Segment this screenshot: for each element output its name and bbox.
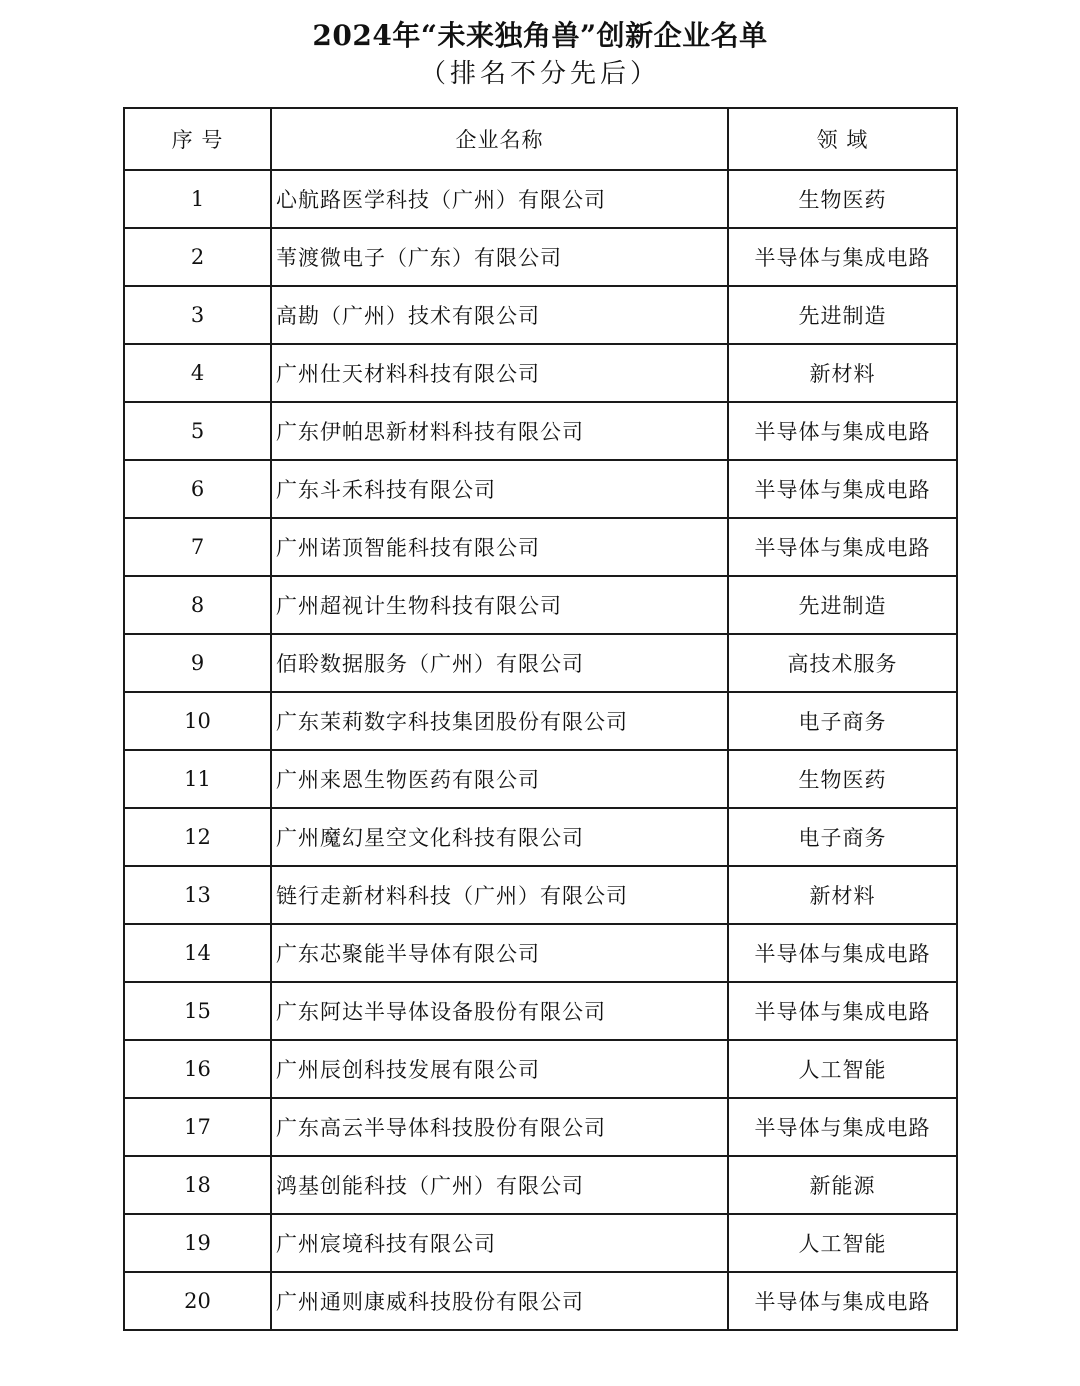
table-header: [124, 108, 957, 170]
field-cell: 生物医药: [728, 750, 957, 808]
company-name-cell: 广州辰创科技发展有限公司: [271, 1040, 728, 1098]
field-cell: 人工智能: [728, 1214, 957, 1272]
serial-number-cell: 19: [124, 1214, 271, 1272]
serial-number-cell: 1: [124, 170, 271, 228]
table-row: [124, 460, 957, 518]
header-row: [124, 108, 957, 170]
serial-number-cell: 20: [124, 1272, 271, 1330]
company-name-cell: 佰聆数据服务（广州）有限公司: [271, 634, 728, 692]
serial-number-cell: 2: [124, 228, 271, 286]
field-cell: 半导体与集成电路: [728, 460, 957, 518]
company-name-cell: 广州仕天材料科技有限公司: [271, 344, 728, 402]
serial-number-cell: 8: [124, 576, 271, 634]
table-row: [124, 228, 957, 286]
table-row: [124, 750, 957, 808]
serial-number-cell: 11: [124, 750, 271, 808]
field-cell: 半导体与集成电路: [728, 1272, 957, 1330]
serial-number-cell: 13: [124, 866, 271, 924]
field-cell: 半导体与集成电路: [728, 924, 957, 982]
company-table: [123, 107, 958, 1331]
field-cell: 电子商务: [728, 808, 957, 866]
field-cell: 先进制造: [728, 576, 957, 634]
table-row: [124, 924, 957, 982]
company-name-cell: 广东阿达半导体设备股份有限公司: [271, 982, 728, 1040]
field-cell: 半导体与集成电路: [728, 518, 957, 576]
header-company-name: 企业名称: [271, 108, 728, 170]
field-cell: 半导体与集成电路: [728, 228, 957, 286]
table-row: [124, 808, 957, 866]
company-name-cell: 广州通则康威科技股份有限公司: [271, 1272, 728, 1330]
field-cell: 半导体与集成电路: [728, 402, 957, 460]
serial-number-cell: 15: [124, 982, 271, 1040]
header-field: 领 域: [728, 108, 957, 170]
table-row: [124, 286, 957, 344]
page-subtitle: （排名不分先后）: [419, 59, 660, 89]
table-row: [124, 634, 957, 692]
table-row: [124, 576, 957, 634]
company-name-cell: 链行走新材料科技（广州）有限公司: [271, 866, 728, 924]
field-cell: 半导体与集成电路: [728, 1098, 957, 1156]
field-cell: 新能源: [728, 1156, 957, 1214]
serial-number-cell: 16: [124, 1040, 271, 1098]
serial-number-cell: 12: [124, 808, 271, 866]
company-name-cell: 广州宸境科技有限公司: [271, 1214, 728, 1272]
table-row: [124, 344, 957, 402]
table-row: [124, 866, 957, 924]
company-name-cell: 广州诺顶智能科技有限公司: [271, 518, 728, 576]
field-cell: 新材料: [728, 866, 957, 924]
field-cell: 半导体与集成电路: [728, 982, 957, 1040]
header-serial-number: 序 号: [124, 108, 271, 170]
table-row: [124, 1214, 957, 1272]
serial-number-cell: 7: [124, 518, 271, 576]
table-row: [124, 1272, 957, 1330]
serial-number-cell: 14: [124, 924, 271, 982]
company-name-cell: 广州超视计生物科技有限公司: [271, 576, 728, 634]
table-body: [124, 170, 957, 1330]
field-cell: 人工智能: [728, 1040, 957, 1098]
serial-number-cell: 5: [124, 402, 271, 460]
company-name-cell: 苇渡微电子（广东）有限公司: [271, 228, 728, 286]
company-name-cell: 广东芯聚能半导体有限公司: [271, 924, 728, 982]
field-cell: 先进制造: [728, 286, 957, 344]
company-name-cell: 广东高云半导体科技股份有限公司: [271, 1098, 728, 1156]
company-name-cell: 广东斗禾科技有限公司: [271, 460, 728, 518]
serial-number-cell: 6: [124, 460, 271, 518]
field-cell: 生物医药: [728, 170, 957, 228]
table-row: [124, 1156, 957, 1214]
company-name-cell: 鸿基创能科技（广州）有限公司: [271, 1156, 728, 1214]
table-row: [124, 982, 957, 1040]
company-name-cell: 广州魔幻星空文化科技有限公司: [271, 808, 728, 866]
serial-number-cell: 17: [124, 1098, 271, 1156]
table-row: [124, 518, 957, 576]
company-name-cell: 广东茉莉数字科技集团股份有限公司: [271, 692, 728, 750]
serial-number-cell: 3: [124, 286, 271, 344]
table-row: [124, 170, 957, 228]
table-row: [124, 402, 957, 460]
serial-number-cell: 4: [124, 344, 271, 402]
company-name-cell: 心航路医学科技（广州）有限公司: [271, 170, 728, 228]
table-row: [124, 692, 957, 750]
table-row: [124, 1040, 957, 1098]
company-name-cell: 广州来恩生物医药有限公司: [271, 750, 728, 808]
company-name-cell: 高勘（广州）技术有限公司: [271, 286, 728, 344]
serial-number-cell: 9: [124, 634, 271, 692]
serial-number-cell: 10: [124, 692, 271, 750]
serial-number-cell: 18: [124, 1156, 271, 1214]
field-cell: 电子商务: [728, 692, 957, 750]
table-row: [124, 1098, 957, 1156]
company-name-cell: 广东伊帕思新材料科技有限公司: [271, 402, 728, 460]
field-cell: 高技术服务: [728, 634, 957, 692]
page-title: 2024年“未来独角兽”创新企业名单: [312, 19, 768, 52]
field-cell: 新材料: [728, 344, 957, 402]
